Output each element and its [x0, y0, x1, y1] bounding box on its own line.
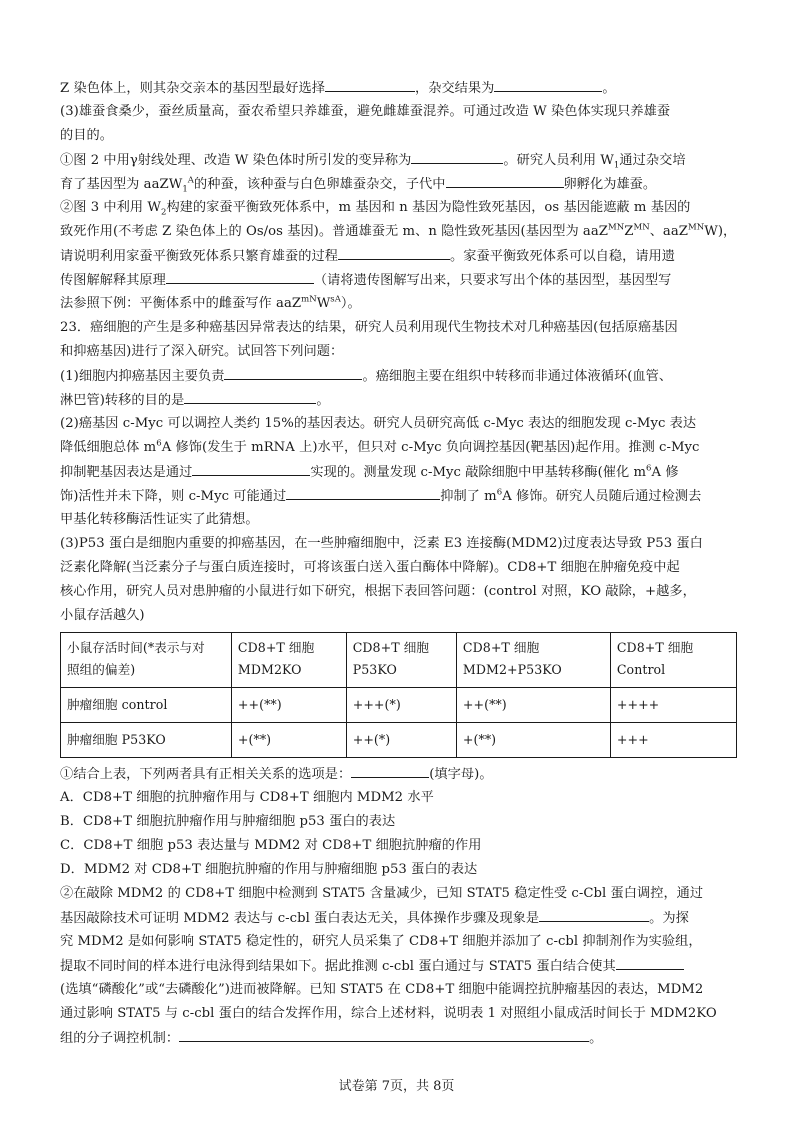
text-line — [60, 834, 740, 858]
text-line — [60, 412, 740, 436]
text-run: 淋巴管)转移的目的是 — [60, 393, 185, 408]
text-run: (3)P53 蛋白是细胞内重要的抑癌基因，在一些肿瘤细胞中，泛素 E3 连接酶(MDM2)过度表达导致 P53 蛋白 — [60, 536, 703, 551]
text-run: ②图 3 中利用 W — [60, 200, 161, 215]
header-text: MDM2+P53KO — [462, 662, 562, 677]
table-cell: +++(*) — [346, 688, 456, 723]
superscript: sA — [330, 294, 341, 305]
answer-blank[interactable] — [325, 76, 415, 92]
text-line — [60, 556, 740, 580]
header-text: CD8+T 细胞 — [237, 640, 315, 655]
text-run: D．MDM2 对 CD8+T 细胞抗肿瘤的作用与肿瘤细胞 p53 蛋白的表达 — [60, 862, 478, 877]
superscript: MN — [607, 222, 625, 233]
text-line — [60, 810, 740, 834]
text-run: C．CD8+T 细胞 p53 表达量与 MDM2 对 CD8+T 细胞抗肿瘤的作用 — [60, 838, 482, 853]
text-run: 。 — [602, 81, 616, 96]
table-cell: +(**) — [231, 723, 346, 758]
table-header-row — [61, 633, 737, 688]
text-run: ）。 — [340, 296, 361, 311]
text-run: 育了基因型为 aaZW — [60, 177, 183, 192]
table-header-cell — [61, 633, 232, 688]
text-run: 传图解解释其原理 — [60, 273, 166, 288]
text-run: 。癌细胞主要在组织中转移而非通过体液循环(血管、 — [362, 369, 673, 384]
header-text: 小鼠存活时间(*表示与对 — [67, 640, 205, 655]
text-line — [60, 436, 740, 460]
text-run: 。家蚕平衡致死体系可以自稳，请用遗 — [450, 249, 676, 264]
text-line — [60, 1002, 740, 1026]
superscript: mN — [301, 294, 317, 305]
text-line — [60, 508, 740, 532]
text-line — [60, 76, 740, 100]
table-cell: 肿瘤细胞 P53KO — [61, 723, 232, 758]
answer-blank[interactable] — [179, 1026, 589, 1042]
text-run: 请说明利用家蚕平衡致死体系只繁育雄蚕的过程 — [60, 249, 338, 264]
table-header-cell — [456, 633, 610, 688]
text-run: A 修饰。研究人员随后通过检测去 — [502, 489, 702, 504]
text-line — [60, 532, 740, 556]
text-run: 抑制了 m — [440, 489, 497, 504]
text-run: 甲基化转移酶活性证实了此猜想。 — [60, 512, 259, 527]
answer-blank[interactable] — [192, 460, 310, 476]
text-line — [60, 786, 740, 810]
text-line — [60, 484, 740, 508]
exam-page — [60, 76, 740, 1050]
text-run: （请将遗传图解写出来，只要求写出个体的基因型，基因型写 — [313, 273, 672, 288]
table-cell: ++(**) — [231, 688, 346, 723]
text-line — [60, 762, 740, 786]
answer-blank[interactable] — [539, 906, 649, 922]
subscript: 1 — [613, 160, 620, 171]
text-run: A 修饰(发生于 mRNA 上)水平，但只对 c-Myc 负向调控基因(靶基因)起作用。推测 c-Myc — [161, 440, 700, 455]
text-run: (2)癌基因 c-Myc 可以调控人类约 15%的基因表达。研究人员研究高低 c-Myc 表达的细胞发现 c-Myc 表达 — [60, 416, 697, 431]
superscript: MN — [633, 222, 650, 233]
answer-blank[interactable] — [166, 268, 314, 284]
text-line — [60, 124, 740, 148]
answer-blank[interactable] — [224, 364, 362, 380]
text-line — [60, 882, 740, 906]
text-run: 。 — [589, 1031, 603, 1046]
table-header-cell — [610, 633, 736, 688]
text-run: 抑制靶基因表达是通过 — [60, 465, 193, 480]
text-line — [60, 930, 740, 954]
superscript: 6 — [156, 438, 162, 449]
text-run: (填字母)。 — [429, 767, 493, 782]
text-run: 、aaZ — [649, 224, 688, 239]
header-text: 照组的偏差) — [67, 662, 136, 677]
table-cell: +(**) — [456, 723, 610, 758]
answer-blank[interactable] — [616, 954, 684, 970]
text-line — [60, 316, 740, 340]
table-cell: ++++ — [610, 688, 736, 723]
superscript: A — [187, 175, 194, 186]
text-line — [60, 292, 740, 316]
text-line — [60, 858, 740, 882]
text-run: 的目的。 — [60, 128, 113, 143]
text-line — [60, 906, 740, 930]
text-run: 和抑癌基因)进行了深入研究。试回答下列问题： — [60, 344, 344, 359]
header-text: CD8+T 细胞 — [462, 640, 540, 655]
superscript: MN — [687, 222, 705, 233]
text-run: 23．癌细胞的产生是多种癌基因异常表达的结果，研究人员利用现代生物技术对几种癌基因(包括原癌基因 — [60, 320, 678, 335]
text-run: ②在敲除 MDM2 的 CD8+T 细胞中检测到 STAT5 含量减少，已知 STAT5 稳定性受 c-Cbl 蛋白调控，通过 — [60, 886, 704, 901]
text-run: 。 — [316, 393, 330, 408]
text-line — [60, 978, 740, 1002]
text-run: 基因敲除技术可证明 MDM2 表达与 c-cbl 蛋白表达无关，具体操作步骤及现象是 — [60, 911, 540, 926]
text-run: Z 染色体上，则其杂交亲本的基因型最好选择 — [60, 81, 325, 96]
text-run: 通过杂交培 — [619, 153, 686, 168]
header-text: MDM2KO — [237, 662, 302, 677]
text-line — [60, 580, 740, 604]
answer-blank[interactable] — [338, 244, 450, 260]
text-run: 致死作用(不考虑 Z 染色体上的 Os/os 基因)。普通雄蚕无 m、n 隐性致死基因(基因型为 aaZ — [60, 224, 608, 239]
text-line — [60, 244, 740, 268]
text-line — [60, 340, 740, 364]
text-line — [60, 1026, 740, 1050]
text-line — [60, 364, 740, 388]
answer-blank[interactable] — [411, 148, 503, 164]
text-run: 的种蚕，该种蚕与白色卵雄蚕杂交，子代中 — [193, 177, 446, 192]
answer-blank[interactable] — [494, 76, 602, 92]
table-cell: ++(**) — [456, 688, 610, 723]
table-header-cell — [346, 633, 456, 688]
text-line — [60, 148, 740, 172]
table-cell: +++ — [610, 723, 736, 758]
answer-blank[interactable] — [286, 484, 440, 500]
question-text-block-a — [60, 76, 740, 628]
subscript: 2 — [160, 207, 167, 218]
text-run: 究 MDM2 是如何影响 STAT5 稳定性的，研究人员采集了 CD8+T 细胞并添加了 c-cbl 抑制剂作为实验组， — [60, 934, 702, 949]
header-text: CD8+T 细胞 — [352, 640, 430, 655]
header-text: P53KO — [352, 662, 397, 677]
text-run: (3)雄蚕食桑少，蚕丝质量高，蚕农希望只养雄蚕，避免雌雄蚕混养。可通过改造 W 染色体实现只养雄蚕 — [60, 104, 671, 119]
text-run: B．CD8+T 细胞抗肿瘤作用与肿瘤细胞 p53 蛋白的表达 — [60, 814, 396, 829]
text-run: (1)细胞内抑癌基因主要负责 — [60, 369, 225, 384]
text-line — [60, 460, 740, 484]
table-header-cell — [231, 633, 346, 688]
text-run: ，杂交结果为 — [414, 81, 495, 96]
text-run: 。研究人员利用 W — [503, 153, 614, 168]
text-run: 组的分子调控机制： — [60, 1031, 180, 1046]
text-run: Z — [624, 224, 634, 239]
text-run: 核心作用，研究人员对患肿瘤的小鼠进行如下研究，根据下表回答问题：(control 对照，KO 敲除，+越多， — [60, 584, 696, 599]
text-run: 通过影响 STAT5 与 c-cbl 蛋白的结合发挥作用，综合上述材料，说明表 1 对照组小鼠成活时间长于 MDM2KO — [60, 1006, 717, 1021]
text-line — [60, 196, 740, 220]
text-run: 实现的。测量发现 c-Myc 敲除细胞中甲基转移酶(催化 m — [310, 465, 647, 480]
table-row — [61, 723, 737, 758]
answer-blank[interactable] — [184, 388, 316, 404]
text-run: 法参照下例：平衡体系中的雌蚕写作 aaZ — [60, 296, 302, 311]
text-line — [60, 268, 740, 292]
text-run: 饰)活性并未下降，则 c-Myc 可能通过 — [60, 489, 287, 504]
superscript: 6 — [646, 463, 652, 474]
text-run: 卵孵化为雄蚕。 — [563, 177, 657, 192]
text-run: A 修 — [651, 465, 679, 480]
answer-blank[interactable] — [351, 762, 429, 778]
text-line — [60, 100, 740, 124]
subscript: 1 — [182, 184, 188, 195]
text-run: 提取不同时间的样本进行电泳得到结果如下。据此推测 c-cbl 蛋白通过与 STAT5 蛋白结合使其 — [60, 959, 616, 974]
text-line — [60, 220, 740, 244]
text-run: 构建的家蚕平衡致死体系中，m 基因和 n 基因为隐性致死基因，os 基因能遮蔽 m 基因的 — [166, 200, 691, 215]
table-cell: 肿瘤细胞 control — [61, 688, 232, 723]
header-text: CD8+T 细胞 — [616, 640, 694, 655]
superscript: 6 — [496, 487, 503, 498]
text-run: W — [316, 296, 331, 311]
answer-blank[interactable] — [446, 172, 564, 188]
text-run: ①图 2 中用γ射线处理、改造 W 染色体时所引发的变异称为 — [60, 153, 412, 168]
page-footer: 试卷第 7页，共 8页 — [338, 1079, 455, 1094]
text-line — [60, 388, 740, 412]
text-line — [60, 604, 740, 628]
text-run: A．CD8+T 细胞的抗肿瘤作用与 CD8+T 细胞内 MDM2 水平 — [60, 790, 434, 805]
header-text: Control — [616, 662, 666, 677]
text-line — [60, 954, 740, 978]
survival-table — [60, 632, 737, 758]
text-run: W)， — [704, 224, 737, 239]
text-run: (选填“磷酸化”或“去磷酸化”)进而被降解。已知 STAT5 在 CD8+T 细胞中能调控抗肿瘤基因的表达，MDM2 — [60, 982, 704, 997]
table-row — [61, 688, 737, 723]
table-cell: ++(*) — [346, 723, 456, 758]
text-run: 降低细胞总体 m — [60, 440, 157, 455]
question-text-block-b — [60, 762, 740, 1050]
text-run: ①结合上表，下列两者具有正相关关系的选项是： — [60, 767, 352, 782]
text-line — [60, 172, 740, 196]
text-run: 泛素化降解(当泛素分子与蛋白质连接时，可将该蛋白送入蛋白酶体中降解)。CD8+T 细胞在肿瘤免疫中起 — [60, 560, 680, 575]
text-run: 小鼠存活越久) — [60, 608, 145, 623]
text-run: 。为探 — [649, 911, 689, 926]
